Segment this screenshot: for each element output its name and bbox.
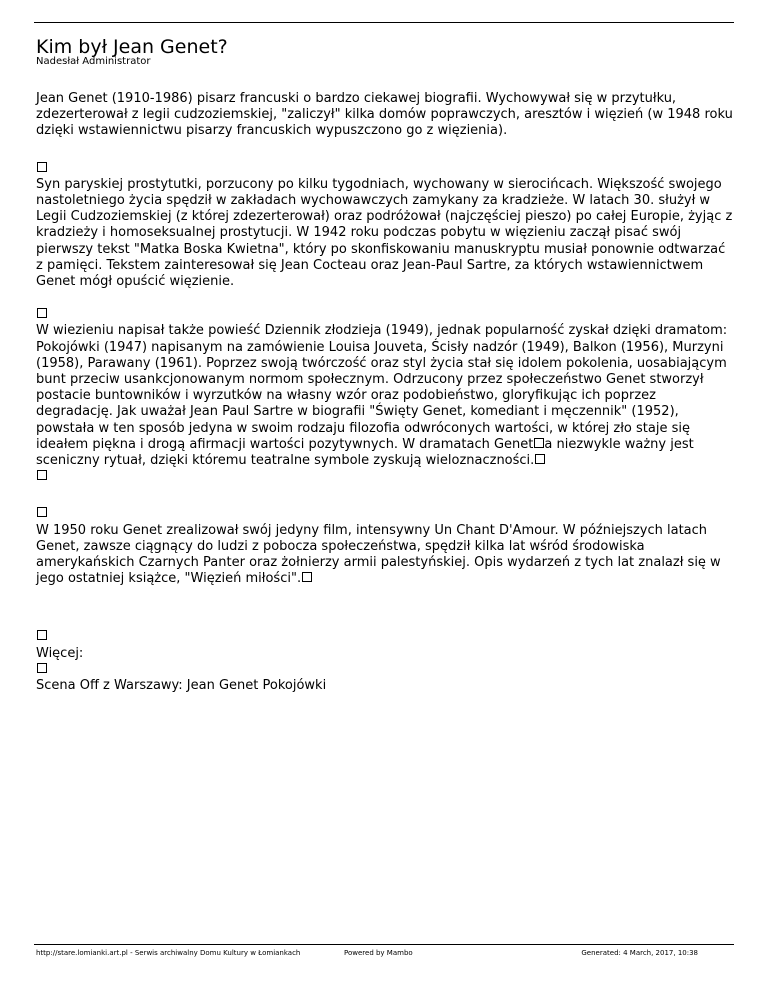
paragraph-film (36, 523, 736, 588)
more-link[interactable]: Scena Off z Warszawy: Jean Genet Pokojówki (36, 678, 327, 694)
paragraph-intro: Jean Genet (1910-1986) pisarz francuski o bardzo ciekawej biografii. Wychowywał się w przytułku, zdezerterował z legii cudzoziemskiej, "zaliczył" kilka domów poprawczych, aresztów i więzień (w 1948 roku dzięki wstawiennictwu pisarzy francuskich wypuszczono go z więzienia). (36, 91, 733, 139)
footer-divider (34, 944, 734, 945)
paragraph-film-text: W 1950 roku Genet zrealizował swój jedyny film, intensywny Un Chant D'Amour. W późniejszych latach Genet, zawsze ciągnący do ludzi z pobocza społeczeństwa, spędził kilka lat wśród środowiska amerykańskich Czarnych Panter oraz żołnierzy armii palestyńskiej. Opis wydarzeń z tych lat znalazł się w jego ostatniej książce, "Więzień miłości". (36, 522, 721, 587)
missing-glyph-icon (535, 454, 545, 464)
paragraph-works (36, 323, 736, 469)
more-label: Więcej: (36, 645, 84, 661)
missing-glyph-icon (37, 663, 47, 673)
missing-glyph-icon (302, 572, 312, 582)
missing-glyph-icon (37, 470, 47, 480)
footer-powered-by: Powered by Mambo (344, 949, 413, 957)
missing-glyph-icon (37, 630, 47, 640)
paragraph-works-text-b: a niezwykle ważny jest sceniczny rytuał, dzięki któremu teatralne symbole zyskują wieloznaczności. (36, 436, 694, 469)
top-divider (34, 22, 734, 23)
missing-glyph-icon (37, 162, 47, 172)
footer-generated-date: Generated: 4 March, 2017, 10:38 (581, 949, 698, 957)
article-title: Kim był Jean Genet? (36, 36, 228, 58)
article-body (36, 91, 736, 694)
paragraph-biography: Syn paryskiej prostytutki, porzucony po kilku tygodniach, wychowany w sierocińcach. Większość swojego nastoletniego życia spędził w zakładach wychowawczych zamykany za kradzieże. W latach 30. służył w Legii Cudzoziemskiej (z której zdezerterował) oraz podróżował (najczęściej pieszo) po całej Europie, żyjąc z kradzieży i homoseksualnej prostytucji. W 1942 roku podczas pobytu w więzieniu zaczął pisać swój pierwszy tekst "Matka Boska Kwietna", który po skonfiskowaniu manuskryptu musiał ponownie odtwarzać z pamięci. Tekstem zainteresował się Jean Cocteau oraz Jean-Paul Sartre, za których wstawiennictwem Genet mógł opuścić więzienie. (36, 176, 733, 290)
missing-glyph-icon (37, 308, 47, 318)
author-byline: Nadesłał Administrator (36, 56, 151, 67)
footer-site-link[interactable]: http://stare.lomianki.art.pl - Serwis archiwalny Domu Kultury w Łomiankach (36, 949, 301, 957)
missing-glyph-icon (534, 438, 544, 448)
paragraph-works-text-a: W wiezieniu napisał także powieść Dziennik złodzieja (1949), jednak popularność zyskał dzięki dramatom: Pokojówki (1947) napisanym na zamówienie Louisa Jouveta, Ścisły nadzór (1949), Balkon (1956), Murzyni (1958), Parawany (1961). Poprzez swoją twórczość oraz styl życia stał się idolem pokolenia, uosabiającym bunt przeciw usankcjonowanym normom społecznym. Odrzucony przez społeczeństwo Genet stworzył postacie buntowników i wyrzutków na własny wzór oraz podobieństwo, gloryfikując ich poprzez degradację. Jak uważał Jean Paul Sartre w biografii "Święty Genet, komediant i męczennik" (1952), powstała w ten sposób jedyna w swoim rodzaju filozofia odwróconych wartości, w której zło staje się ideałem piękna i drogą afirmacji wartości pozytywnych. W dramatach Genet (36, 323, 728, 452)
missing-glyph-icon (37, 507, 47, 517)
